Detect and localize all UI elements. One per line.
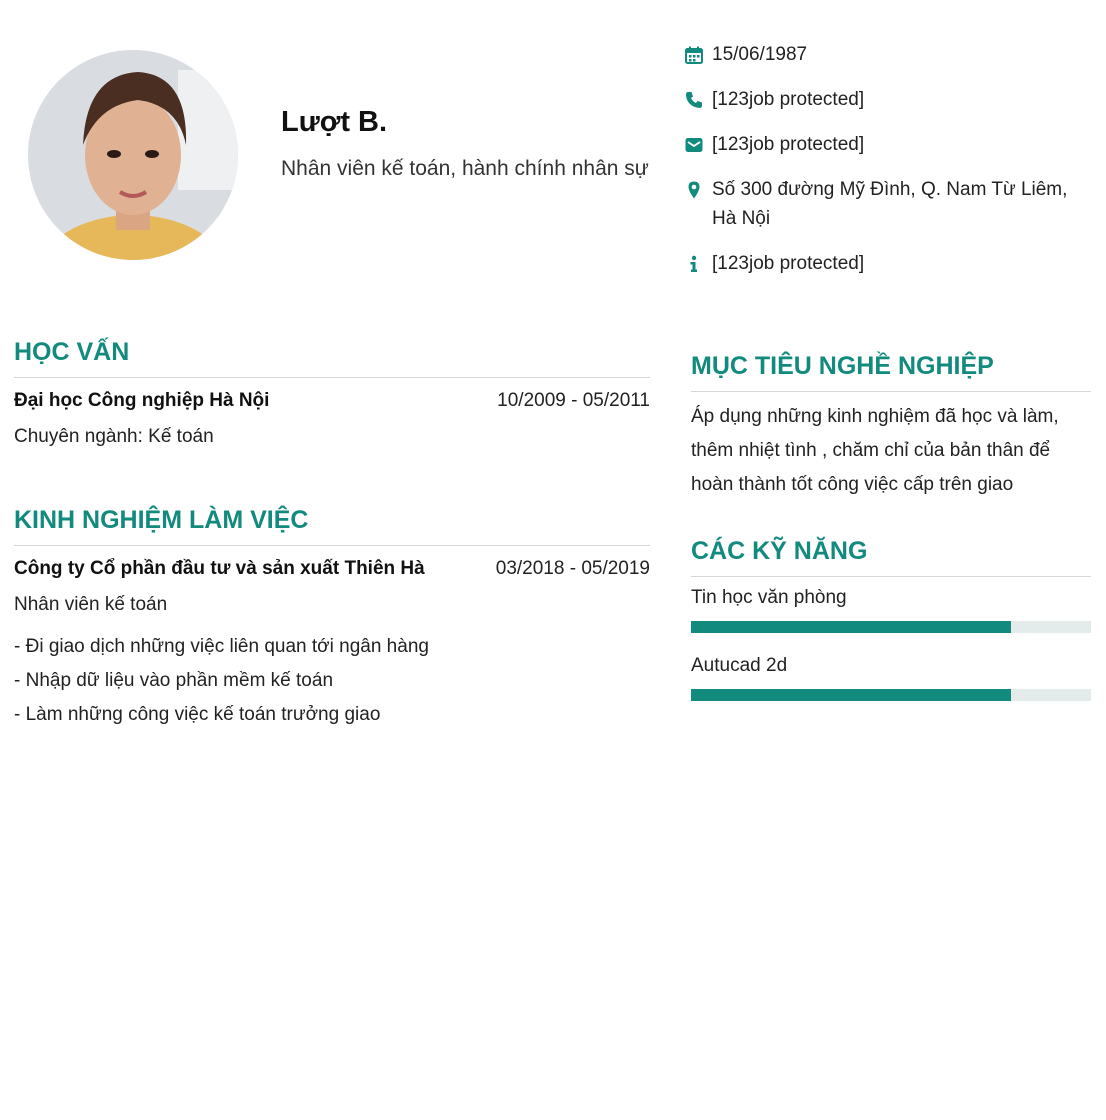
skill-item <box>691 587 1091 633</box>
education-major: Chuyên ngành: Kế toán <box>14 426 214 447</box>
contact-phone <box>684 85 1084 114</box>
info-icon <box>684 254 704 274</box>
skill-level-bar <box>691 689 1091 701</box>
candidate-position: Nhân viên kế toán, hành chính nhân sự <box>281 157 649 180</box>
job-detail-line: - Đi giao dịch những việc liên quan tới ngân hàng <box>14 636 429 657</box>
map-marker-icon <box>684 180 704 200</box>
contact-email <box>684 130 1084 159</box>
job-role: Nhân viên kế toán <box>14 594 168 615</box>
contact-info <box>684 249 1084 278</box>
skill-item <box>691 655 1091 701</box>
calendar-icon <box>684 45 704 65</box>
contact-value: [123job protected] <box>712 89 865 110</box>
school-name: Đại học Công nghiệp Hà Nội <box>14 390 270 411</box>
contact-address <box>684 175 1084 233</box>
objective-text: Áp dụng những kinh nghiệm đã học và làm, thêm nhiệt tình , chăm chỉ của bản thân để hoàn thành tốt công việc cấp trên giao <box>691 406 1059 495</box>
education-period: 10/2009 - 05/2011 <box>497 390 650 411</box>
company-name: Công ty Cổ phần đầu tư và sản xuất Thiên Hà <box>14 558 425 579</box>
skill-name: Autucad 2d <box>691 655 788 676</box>
job-detail-line: - Làm những công việc kế toán trưởng giao <box>14 704 381 725</box>
contact-list <box>684 40 1084 294</box>
job-details <box>14 630 650 732</box>
experience-item <box>14 558 650 580</box>
contact-value: 15/06/1987 <box>712 44 808 65</box>
contact-value: [123job protected] <box>712 134 865 155</box>
experience-period: 03/2018 - 05/2019 <box>495 558 650 579</box>
envelope-icon <box>684 135 704 155</box>
education-section <box>14 338 650 448</box>
contact-value: Số 300 đường Mỹ Đình, Q. Nam Từ Liêm, Hà Nội <box>712 179 1068 229</box>
objective-section <box>691 352 1091 502</box>
job-detail-line: - Nhập dữ liệu vào phần mềm kế toán <box>14 670 334 691</box>
section-title: CÁC KỸ NĂNG <box>691 537 1091 577</box>
profile-photo <box>28 50 238 260</box>
education-item <box>14 390 650 412</box>
skill-level-bar <box>691 621 1091 633</box>
section-title: KINH NGHIỆM LÀM VIỆC <box>14 506 650 546</box>
skill-name: Tin học văn phòng <box>691 587 847 608</box>
section-title: MỤC TIÊU NGHỀ NGHIỆP <box>691 352 1091 392</box>
skill-level-fill <box>691 689 1011 701</box>
contact-birthdate <box>684 40 1084 69</box>
phone-icon <box>684 90 704 110</box>
skills-section <box>691 537 1091 701</box>
section-title: HỌC VẤN <box>14 338 650 378</box>
skill-level-fill <box>691 621 1011 633</box>
avatar <box>28 50 238 260</box>
contact-value: [123job protected] <box>712 253 865 274</box>
experience-section <box>14 506 650 732</box>
candidate-name: Lượt B. <box>281 106 388 138</box>
